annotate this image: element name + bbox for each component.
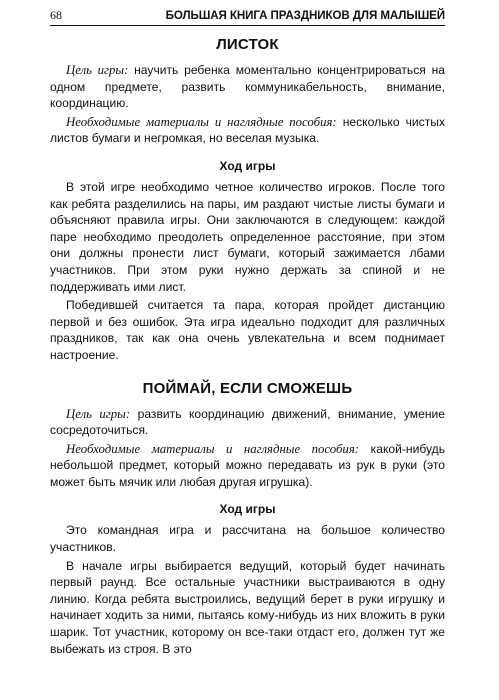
section-catch-if-you-can xyxy=(50,380,445,658)
game-progress-heading: Ход игры xyxy=(219,502,276,517)
book-title: БОЛЬШАЯ КНИГА ПРАЗДНИКОВ ДЛЯ МАЛЫШЕЙ xyxy=(165,9,445,22)
body-paragraph: Победившей считается та пара, которая пройдет дистанцию первой и без ошибок. Эта игра идеально подходит для различных праздников, так как она очень увлекательна и всем поднимает настроение. xyxy=(50,298,445,362)
body-paragraph: Это командная игра и рассчитана на большое количество участников. xyxy=(50,523,445,555)
body-paragraph: В этой игре необходимо четное количество игроков. После того как ребята разделились на пары, им раздают чистые листы бумаги и объясняют правила игры. Они заключаются в следующем: каждой паре необходимо преодолеть определенное расстояние, при этом они должны пронести лист бумаги, который зажимается лбами участников. При этом руки нужно держать за спиной и не поддерживать ими лист. xyxy=(50,179,445,294)
game-progress-heading: Ход игры xyxy=(219,158,276,173)
materials-paragraph xyxy=(50,114,445,147)
goal-text: развить координацию движений, внимание, умение сосредоточиться. xyxy=(50,406,445,438)
goal-paragraph xyxy=(50,406,445,439)
materials-label: Необходимые материалы и наглядные пособия: xyxy=(66,114,337,129)
goal-label: Цель игры: xyxy=(66,406,131,421)
goal-label: Цель игры: xyxy=(66,63,129,77)
materials-text: какой-нибудь небольшой предмет, который можно передавать из рук в руки (это может быть мячик или любая другая игрушка). xyxy=(50,441,445,489)
materials-label: Необходимые материалы и наглядные пособия: xyxy=(66,441,360,456)
section-listok xyxy=(50,36,445,364)
page-number: 68 xyxy=(50,8,62,22)
goal-text: научить ребенка моментально концентрироваться на одном предмете, развить коммуникабельность, внимание, координацию. xyxy=(50,63,445,111)
body-paragraph: В начале игры выбирается ведущий, который будет начинать первый раунд. Все остальные участники выстраиваются в одну линию. Когда ребята выстроились, ведущий берет в руки игрушку и начинает ходить за ними, пытаясь кому-нибудь из них вложить в руки шарик. Тот участник, которому он все-таки отдаст его, должен тут же выбежать из строя. В это xyxy=(50,558,445,656)
materials-paragraph xyxy=(50,441,445,491)
section-title-catch-if-you-can: ПОЙМАЙ, ЕСЛИ СМОЖЕШЬ xyxy=(142,379,353,397)
section-title-listok: ЛИСТОК xyxy=(216,36,279,53)
goal-paragraph xyxy=(50,62,445,112)
running-head xyxy=(50,8,445,26)
book-page xyxy=(50,8,445,659)
materials-text: несколько чистых листов бумаги и негромкая, но веселая музыка. xyxy=(50,114,445,146)
